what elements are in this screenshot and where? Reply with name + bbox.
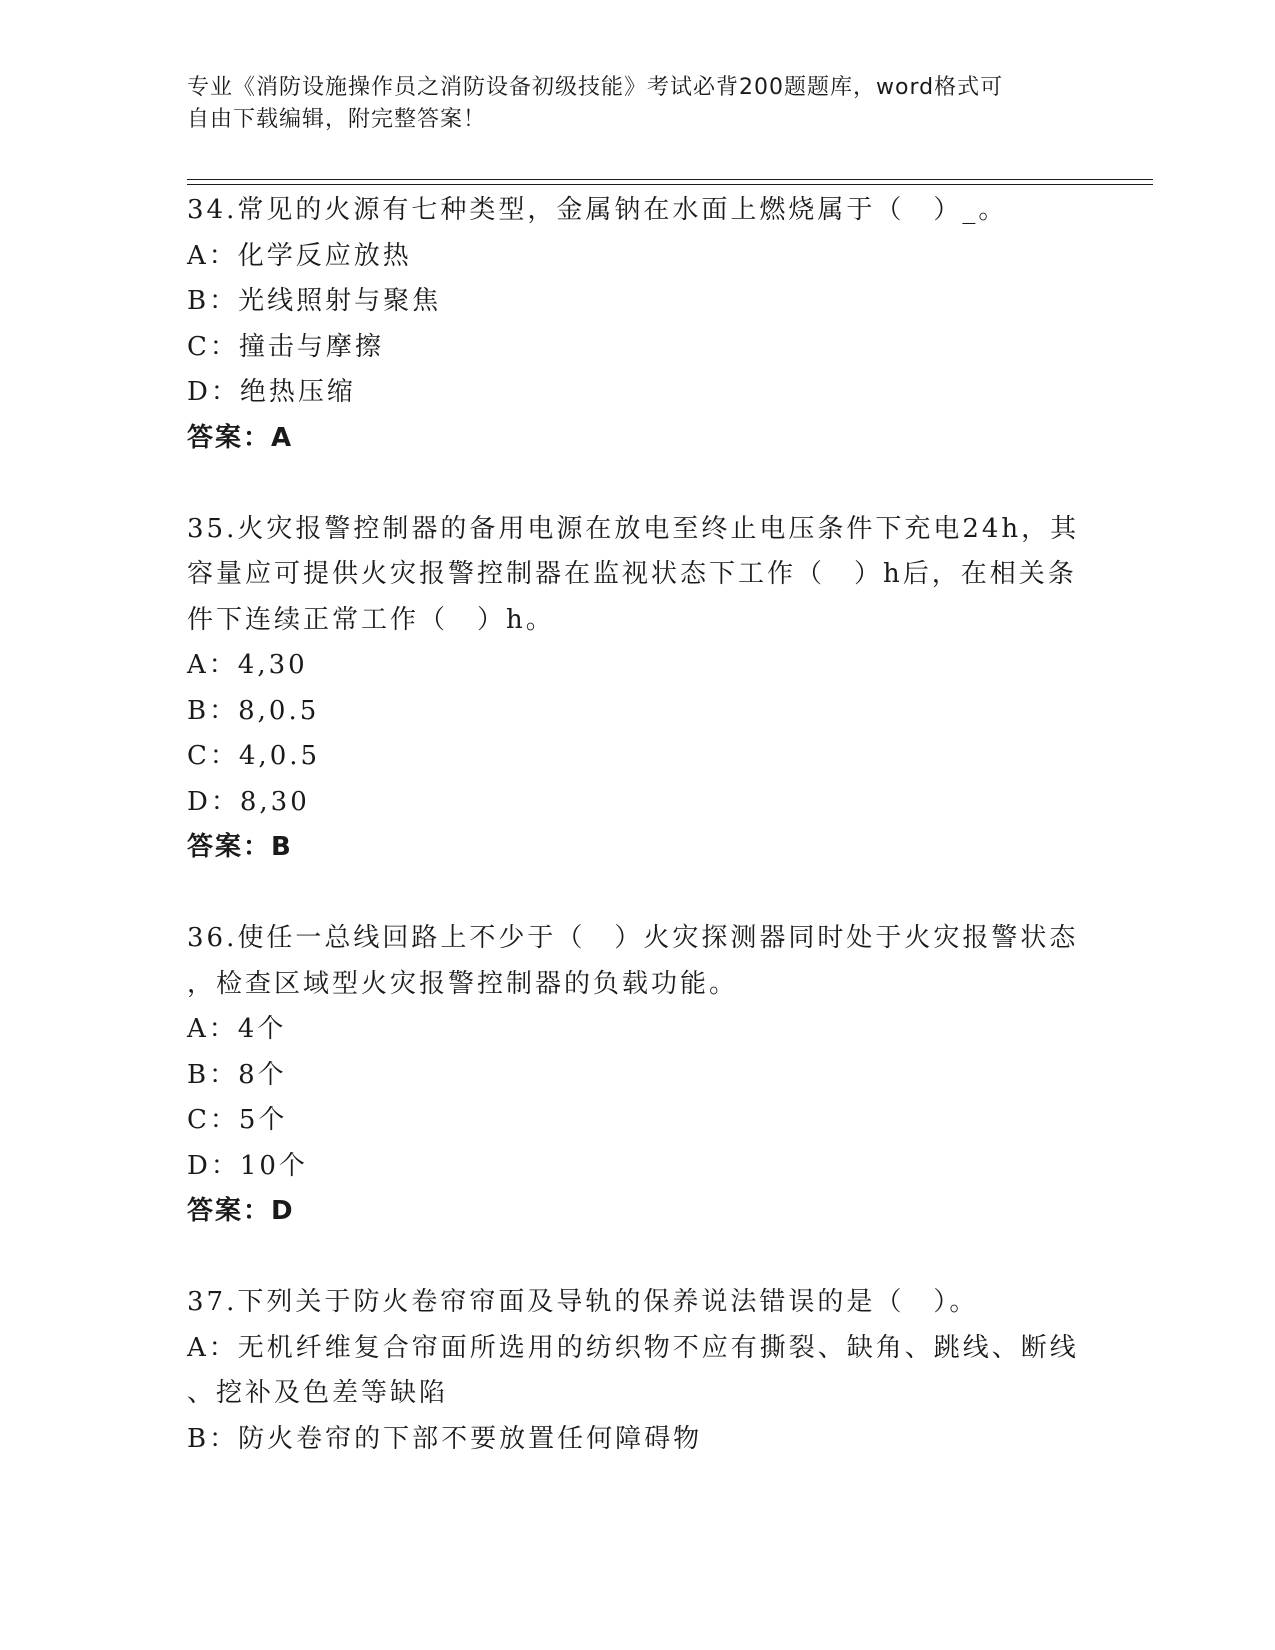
header-line-2: 自由下载编辑，附完整答案！ <box>187 107 487 132</box>
header-divider-top <box>187 179 1153 180</box>
answer-option: A：4个 <box>187 1014 287 1044</box>
question-text: 件下连续正常工作（ ）h。 <box>187 604 555 635</box>
answer-option: B：光线照射与聚焦 <box>187 286 442 316</box>
document-header <box>187 72 1087 136</box>
answer-option: B：8,0.5 <box>187 695 320 726</box>
question-block <box>187 188 1087 507</box>
question-spacer <box>187 1235 1087 1281</box>
answer-option: B：防火卷帘的下部不要放置任何障碍物 <box>187 1423 703 1454</box>
question-list <box>187 188 1087 1462</box>
answer-option: B：8个 <box>187 1059 287 1090</box>
question-text: 容量应可提供火灾报警控制器在监视状态下工作（ ）h后，在相关条 <box>187 559 1077 589</box>
header-divider-bottom <box>187 184 1153 185</box>
answer-option: D：8,30 <box>187 786 310 817</box>
answer-key: 答案：D <box>187 1196 295 1226</box>
question-text: 37.下列关于防火卷帘帘面及导轨的保养说法错误的是（ ）。 <box>187 1287 979 1317</box>
question-spacer <box>187 871 1087 917</box>
answer-option: C：撞击与摩擦 <box>187 331 384 362</box>
answer-key: 答案：A <box>187 422 294 453</box>
question-text: 34.常见的火源有七种类型，金属钠在水面上燃烧属于（ ）_。 <box>187 195 1008 225</box>
question-text: 35.火灾报警控制器的备用电源在放电至终止电压条件下充电24h，其 <box>187 513 1080 544</box>
answer-option: D：绝热压缩 <box>187 377 356 407</box>
question-block <box>187 1280 1087 1462</box>
answer-option: A：4,30 <box>187 650 308 680</box>
question-spacer <box>187 461 1087 507</box>
answer-option: A：无机纤维复合帘面所选用的纺织物不应有撕裂、缺角、跳线、断线 <box>187 1332 1079 1363</box>
header-line-1: 专业《消防设施操作员之消防设备初级技能》考试必背200题题库，word格式可 <box>187 75 1004 100</box>
answer-option: C：5个 <box>187 1105 288 1135</box>
question-block <box>187 916 1087 1280</box>
question-text: ，检查区域型火灾报警控制器的负载功能。 <box>187 968 739 999</box>
answer-option: A：化学反应放热 <box>187 240 412 271</box>
question-block <box>187 507 1087 917</box>
question-text: 36.使任一总线回路上不少于（ ）火灾探测器同时处于火灾报警状态 <box>187 923 1079 953</box>
answer-option: 、挖补及色差等缺陷 <box>187 1378 449 1408</box>
answer-option: D：10个 <box>187 1150 308 1181</box>
answer-key: 答案：B <box>187 832 293 862</box>
answer-option: C：4,0.5 <box>187 741 321 771</box>
